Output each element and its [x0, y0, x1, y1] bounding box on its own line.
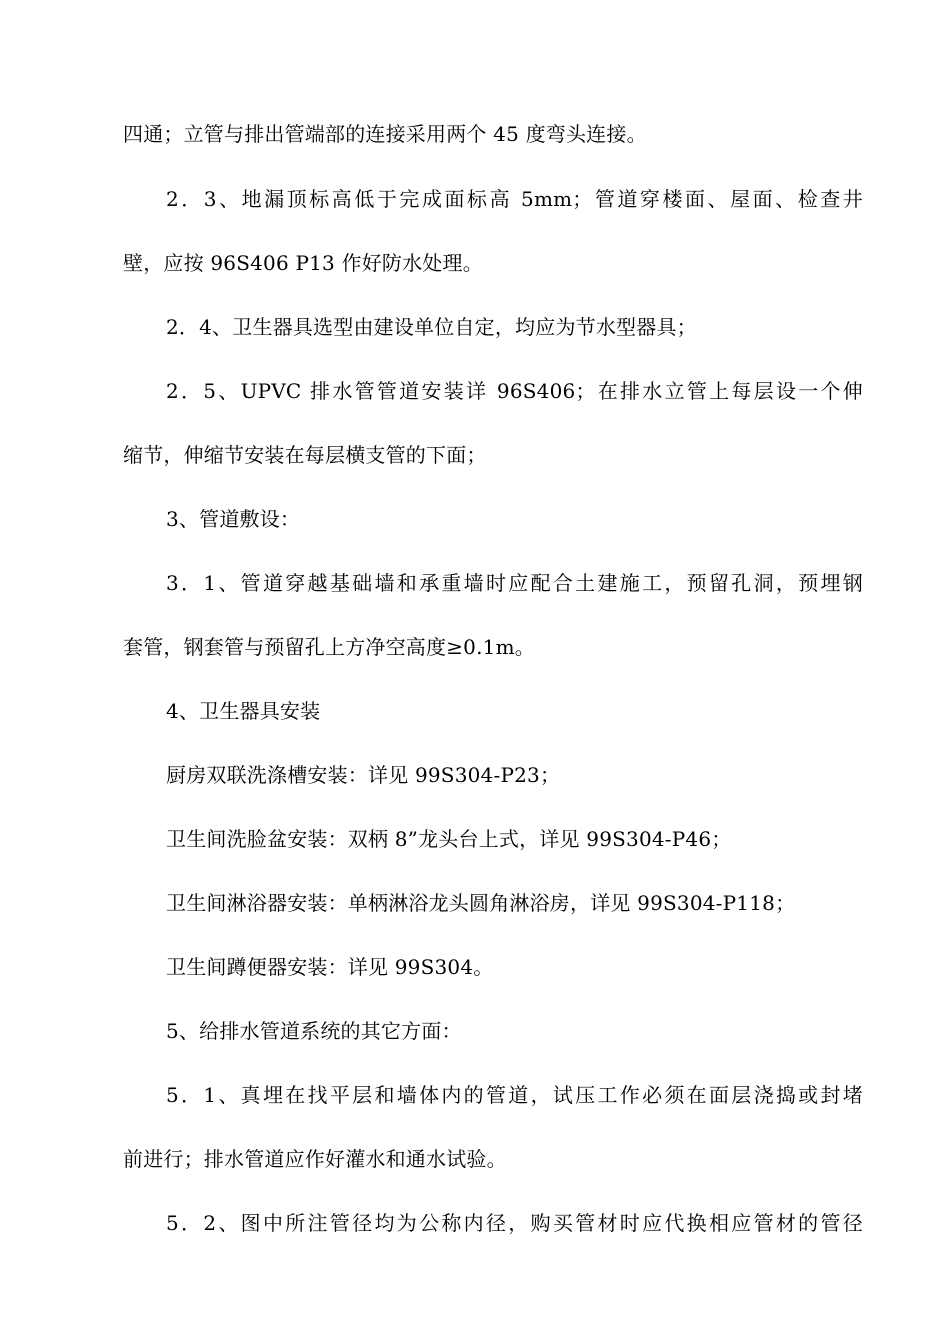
text-line-16: 5．1、真埋在找平层和墙体内的管道，试压工作必须在面层浇捣或封堵 — [166, 1083, 863, 1107]
text-line-14: 卫生间蹲便器安装：详见 99S304。 — [166, 955, 494, 979]
section-heading-3: 3、管道敷设： — [166, 507, 301, 531]
text-line-1: 四通；立管与排出管端部的连接采用两个 45 度弯头连接。 — [123, 122, 647, 146]
text-line-11: 厨房双联洗涤槽安装：详见 99S304-P23； — [166, 763, 561, 787]
text-line-5: 2．5、UPVC 排水管管道安装详 96S406；在排水立管上每层设一个伸 — [166, 379, 863, 403]
text-line-13: 卫生间淋浴器安装：单柄淋浴龙头圆角淋浴房，详见 99S304-P118； — [166, 891, 796, 915]
text-line-3: 壁，应按 96S406 P13 作好防水处理。 — [123, 251, 483, 275]
text-line-9: 套管，钢套管与预留孔上方净空高度≥0.1m。 — [123, 635, 535, 659]
text-line-17: 前进行；排水管道应作好灌水和通水试验。 — [123, 1147, 507, 1171]
text-line-4: 2．4、卫生器具选型由建设单位自定，均应为节水型器具； — [166, 315, 697, 339]
section-heading-4: 4、卫生器具安装 — [166, 699, 321, 723]
text-line-18: 5．2、图中所注管径均为公称内径，购买管材时应代换相应管材的管径 — [166, 1211, 863, 1235]
text-line-2: 2．3、地漏顶标高低于完成面标高 5mm；管道穿楼面、屋面、检查井 — [166, 187, 863, 211]
text-line-8: 3．1、管道穿越基础墙和承重墙时应配合土建施工，预留孔洞，预埋钢 — [166, 571, 863, 595]
text-line-6: 缩节，伸缩节安装在每层横支管的下面； — [123, 443, 487, 467]
section-heading-5: 5、给排水管道系统的其它方面： — [166, 1019, 462, 1043]
text-line-12: 卫生间洗脸盆安装：双柄 8”龙头台上式，详见 99S304-P46； — [166, 827, 732, 851]
